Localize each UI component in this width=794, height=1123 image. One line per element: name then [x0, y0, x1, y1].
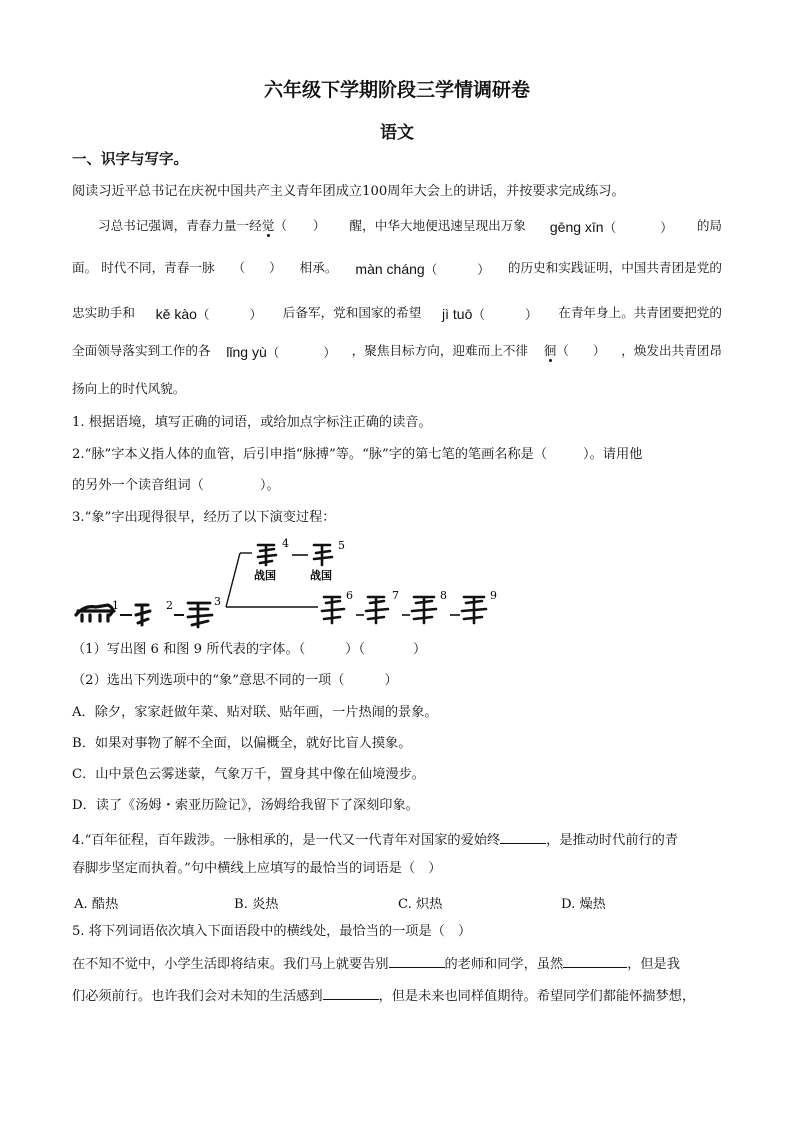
- glyph-6: [322, 597, 344, 623]
- era-label-4: 战国: [254, 569, 276, 582]
- glyph-number-3: 3: [214, 595, 221, 608]
- glyph-number-8: 8: [440, 589, 447, 602]
- branch-line-up: [226, 553, 240, 607]
- glyph-number-1: 1: [112, 599, 119, 612]
- glyph-3: [188, 603, 212, 627]
- q4-option-a: A. 酷热: [74, 897, 119, 912]
- option-b: B．如果对事物了解不全面，以偏概全，就好比盲人摸象。: [72, 736, 412, 751]
- question-4-line-2: 春脚步坚定而执着。”句中横线上应填写的最恰当的词语是（ ）: [72, 861, 442, 876]
- glyph-number-6: 6: [346, 589, 353, 602]
- question-5-stem: 5. 将下列词语依次填入下面语段中的横线处，最恰当的一项是（ ）: [72, 924, 472, 939]
- passage-line-3: 忠实助手和 kě kào（ ） 后备军，党和国家的希望 jì tuō（ ） 在青年身上。共青团要把党的: [72, 305, 722, 322]
- pinyin-man-chang: màn cháng: [355, 261, 425, 277]
- glyph-7: [366, 597, 388, 623]
- glyph-number-7: 7: [392, 589, 399, 602]
- fill-blank: [563, 956, 627, 968]
- dotted-char-huai: 徊: [543, 343, 557, 358]
- question-1: 1. 根据语境，填写正确的词语，或给加点字标注正确的读音。: [72, 415, 432, 430]
- question-3-stem: 3.“象”字出现得很早，经历了以下演变过程：: [72, 510, 336, 525]
- fill-blank: [389, 956, 445, 968]
- glyph-4: [258, 545, 276, 565]
- glyph-number-5: 5: [338, 539, 345, 552]
- dotted-char-jue: 觉: [261, 218, 275, 233]
- glyph-number-9: 9: [490, 589, 497, 602]
- question-3-sub-2: （2）选出下列选项中的“象”意思不同的一项（ ）: [72, 673, 398, 688]
- glyph-2: [136, 605, 150, 625]
- xiang-evolution-diagram: [74, 535, 524, 635]
- question-4-line-1: 4.“百年征程，百年跋涉。一脉相承的，是一代又一代青年对国家的爱始终 ，是推动时代前行的青: [72, 833, 679, 848]
- option-a: A．除夕，家家赶做年菜、贴对联、贴年画，一片热闹的景象。: [72, 705, 438, 720]
- passage-line-5: 扬向上的时代风貌。: [72, 381, 186, 396]
- exam-title: 六年级下学期阶段三学情调研卷: [263, 79, 530, 101]
- question-2-line-1: 2.“脉”字本义指人体的血管，后引申指“脉搏”等。“脉”字的第七笔的笔画名称是（ ）。请用他: [72, 447, 643, 462]
- passage-line-1: 习总书记强调，青春力量一经觉（ ） 醒，中华大地便迅速呈现出万象 gēng xīn（ ） 的局: [98, 218, 722, 235]
- question-3-sub-1: （1）写出图 6 和图 9 所代表的字体。（ ）（ ）: [72, 642, 427, 657]
- q4-option-d: D. 燥热: [561, 897, 606, 912]
- section-intro: 阅读习近平总书记在庆祝中国共产主义青年团成立100周年大会上的讲话，并按要求完成练习。: [72, 184, 625, 199]
- passage-line-4: 全面领导落实到工作的各 lǐng yù（ ） ，聚焦目标方向，迎难而上不徘 徊（ ） ，焕发出共青团昂: [72, 343, 722, 360]
- glyph-8: [412, 597, 436, 623]
- pinyin-ke-kao: kě kào: [155, 306, 197, 322]
- fill-blank: [323, 988, 379, 1000]
- subject-title: 语文: [380, 123, 414, 143]
- glyph-1: [76, 605, 114, 621]
- q4-option-b: B. 炎热: [234, 897, 279, 912]
- glyph-5: [314, 545, 332, 565]
- passage-line-2: 面。 时代不同，青春一脉 （ ） 相承。 màn cháng（ ） 的历史和实践证明，中国共青团是党的: [72, 260, 722, 277]
- option-c: C．山中景色云雾迷蒙，气象万千，置身其中像在仙境漫步。: [72, 767, 425, 782]
- pinyin-ji-tuo: jì tuō: [442, 306, 473, 322]
- question-2-line-2: 的另外一个读音组词（ ）。: [72, 478, 280, 493]
- question-5-line-2: 们必须前行。也许我们会对未知的生活感到 ，但是未来也同样值期待。希望同学们都能怀揣梦想，: [72, 989, 696, 1004]
- option-d: D．读了《汤姆・索亚历险记》，汤姆给我留下了深刻印象。: [72, 798, 419, 813]
- pinyin-geng-xin: gēng xīn: [549, 219, 604, 235]
- glyph-number-2: 2: [166, 599, 173, 612]
- pinyin-ling-yu: lǐng yù: [226, 344, 267, 360]
- question-5-line-1: 在不知不觉中，小学生活即将结束。我们马上就要告别 的老师和同学，虽然 ，但是我: [72, 957, 680, 972]
- section-heading: 一、识字与写字。: [72, 151, 188, 168]
- q4-option-c: C. 炽热: [398, 897, 443, 912]
- fill-blank: [500, 832, 546, 844]
- glyph-9: [462, 597, 486, 623]
- era-label-5: 战国: [310, 569, 332, 582]
- glyph-number-4: 4: [282, 537, 289, 550]
